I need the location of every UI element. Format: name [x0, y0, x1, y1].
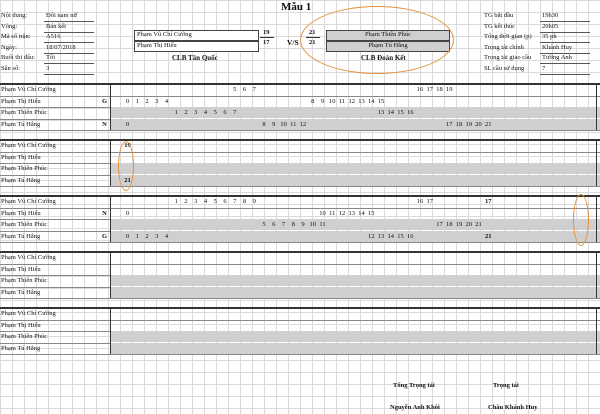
player-row-name: Phạm Thiên Phúc	[1, 221, 48, 228]
score-cell: 0	[125, 232, 130, 240]
info-left-value: Tối	[46, 54, 56, 61]
section-border	[0, 251, 600, 253]
serve-marker	[99, 196, 110, 207]
vs-label: V/S	[287, 38, 299, 47]
info-right-underline	[540, 63, 590, 64]
score-cell: 2	[145, 97, 149, 105]
score-cell: 11	[319, 221, 326, 228]
gray-row-band	[110, 287, 600, 298]
info-right-value: Khánh Huy	[542, 43, 573, 51]
score-cell: 13	[377, 232, 385, 240]
score-cell: 15	[397, 232, 404, 240]
winner-highlight-oval	[300, 6, 454, 74]
score-cell: 11	[338, 97, 346, 105]
score-cell: 5	[233, 86, 237, 93]
info-right-value: 7	[542, 64, 546, 72]
score-cell: 3	[194, 198, 198, 205]
score-cell: 21	[475, 221, 482, 228]
score-cell: 8	[291, 221, 295, 228]
score-cell: 12	[368, 232, 375, 240]
score-cell: 7	[233, 198, 237, 205]
serve-marker	[99, 287, 110, 298]
score-cell: 10	[319, 209, 326, 217]
serve-marker: N	[102, 209, 107, 217]
score-cell: 8	[311, 97, 315, 105]
score-cell: 3	[155, 97, 159, 105]
player-row-name: Phạm Thị Hiếu	[1, 321, 41, 329]
info-left-value: 18/07/2018	[46, 43, 76, 51]
serve-marker	[99, 308, 110, 319]
section-edge	[110, 83, 111, 130]
info-left-label: Ngày:	[1, 43, 17, 51]
player-row-name: Phạm Vũ Chí Cường	[1, 86, 56, 93]
player-row-name: Phạm Tú Hằng	[1, 344, 41, 352]
score-highlight-oval	[573, 194, 589, 246]
player-row-name: Phạm Thị Hiếu	[1, 97, 41, 105]
team-left-score-1: 19	[263, 29, 270, 36]
score-cell: 5	[262, 221, 266, 228]
info-right-label: Tổng thời gian (p)	[484, 33, 532, 40]
score-cell: 10	[329, 97, 336, 105]
gray-row-band	[110, 175, 600, 186]
player-row-name: Phạm Vũ Chí Cường	[1, 254, 56, 261]
serve-marker	[99, 163, 110, 174]
serve-marker: G	[101, 232, 108, 240]
score-cell: 0	[125, 97, 130, 105]
score-cell: 2	[145, 232, 149, 240]
serve-marker	[99, 152, 110, 163]
info-right-value: 35 ph	[542, 33, 557, 40]
info-left-label: Mã số trận:	[1, 33, 31, 40]
info-left-label: Vòng:	[1, 22, 18, 30]
team-right-score-2: 21	[309, 39, 316, 46]
team-right-club: CLB Đoàn Kết	[361, 54, 406, 62]
score-cell: 13	[358, 97, 365, 105]
score-cell: 14	[387, 109, 394, 116]
player-row-name: Phạm Tú Hằng	[1, 232, 41, 240]
team-left-club: CLB Tân Quốc	[172, 54, 218, 62]
info-right-value: 20h05	[542, 22, 559, 30]
score-cell: 7	[252, 86, 256, 93]
team-left-player-2-box	[134, 41, 259, 52]
score-cell: 5	[213, 198, 217, 205]
info-left-value: A516	[46, 33, 61, 40]
score-cell: 8	[242, 198, 247, 205]
row-divider	[0, 264, 600, 265]
player-row-name: Phạm Tú Hằng	[1, 288, 41, 296]
serve-marker	[99, 84, 110, 95]
info-left-underline	[44, 74, 94, 75]
gray-row-band	[110, 343, 600, 354]
score-cell: 9	[301, 221, 305, 228]
score-cell: 12	[299, 120, 307, 128]
info-right-label: TG kết thúc	[484, 22, 516, 30]
info-left-value: 3	[46, 64, 50, 72]
score-cell: 11	[329, 209, 336, 217]
score-cell: 19	[455, 221, 463, 228]
score-cell: 17	[446, 120, 453, 128]
score-cell: 4	[164, 232, 169, 240]
score-cell: 15	[397, 109, 404, 116]
score-cell: 16	[416, 86, 424, 93]
row-divider	[0, 130, 600, 131]
score-cell: 18	[446, 221, 453, 228]
section-edge	[596, 195, 597, 242]
score-cell: 12	[348, 97, 355, 105]
team-right-score-1: 21	[309, 29, 316, 36]
serve-marker	[99, 343, 110, 354]
serve-marker	[99, 219, 110, 230]
team-right-player-1: Phạm Thiên Phúc	[364, 31, 412, 38]
info-right-value: Tường Anh	[542, 54, 572, 61]
score-cell: 19	[446, 86, 453, 93]
score-highlight-oval	[118, 141, 134, 191]
score-cell: 6	[223, 109, 227, 116]
info-right-label: SL cầu sử dụng	[484, 64, 525, 72]
score-cell: 10	[280, 120, 287, 128]
info-left-label: Sân số:	[1, 64, 20, 72]
serve-marker	[99, 320, 110, 331]
score-cell: 7	[281, 221, 286, 228]
serve-marker	[99, 252, 110, 263]
serve-marker	[99, 264, 110, 275]
info-left-label: Nội dung:	[1, 12, 28, 19]
section-edge	[110, 195, 111, 242]
section-edge	[596, 139, 597, 186]
section-border	[0, 307, 600, 309]
referee-title: Trọng tài	[493, 382, 519, 389]
score-cell: 19	[465, 120, 472, 128]
serve-marker: G	[101, 97, 108, 105]
section-edge	[596, 251, 597, 298]
player-row-name: Phạm Thị Hiếu	[1, 209, 41, 217]
score-cell: 20	[475, 120, 482, 128]
player-row-name: Phạm Tú Hằng	[1, 176, 41, 184]
score-cell: 17	[426, 198, 433, 205]
score-cell: 21	[485, 120, 492, 128]
chief-referee-title: Tổng Trọng tài	[393, 382, 435, 389]
serve-marker	[99, 331, 110, 342]
player-row-name: Phạm Thiên Phúc	[1, 165, 48, 172]
score-cell: 3	[155, 232, 159, 240]
serve-marker: N	[102, 120, 107, 128]
row-divider	[0, 242, 600, 243]
section-edge	[110, 307, 111, 354]
score-cell: 12	[338, 209, 346, 217]
referee-name: Châu Khánh Huy	[488, 404, 538, 411]
score-cell: 6	[272, 221, 276, 228]
info-left-underline	[44, 63, 94, 64]
score-cell: 9	[320, 97, 325, 105]
team-right-player-2: Phạm Tú Hằng	[368, 42, 408, 49]
score-cell: 6	[242, 86, 247, 93]
row-divider	[0, 186, 600, 187]
gray-row-band	[110, 119, 600, 130]
gray-row-band	[110, 275, 600, 286]
section-edge	[596, 307, 597, 354]
score-cell: 0	[125, 209, 130, 217]
team-left-player-1-box	[134, 30, 259, 41]
score-cell: 16	[407, 109, 414, 116]
serve-marker	[99, 140, 110, 151]
row-divider	[0, 354, 600, 355]
score-cell: 9	[272, 120, 276, 128]
section-edge	[596, 83, 597, 130]
score-cell: 14	[387, 232, 394, 240]
score-cell: 5	[213, 109, 217, 116]
score-cell: 1	[174, 109, 178, 116]
player-row-name: Phạm Thiên Phúc	[1, 109, 48, 116]
score-cell: 17	[426, 86, 433, 93]
player-row-name: Phạm Thiên Phúc	[1, 333, 48, 340]
serve-marker	[99, 175, 110, 186]
score-cell: 2	[184, 198, 188, 205]
score-cell: 4	[203, 198, 208, 205]
gray-row-band	[110, 231, 600, 242]
player-row-name: Phạm Vũ Chí Cường	[1, 198, 56, 205]
score-cell: 17	[436, 221, 443, 228]
score-cell: 16	[407, 232, 414, 240]
info-left-label: Buổi thi đấu:	[1, 54, 35, 61]
section-border	[0, 139, 600, 141]
player-row-name: Phạm Vũ Chí Cường	[1, 142, 56, 149]
row-divider	[0, 320, 600, 321]
score-cell: 21	[485, 232, 492, 240]
serve-marker	[99, 275, 110, 286]
gray-row-band	[110, 331, 600, 342]
section-edge	[110, 251, 111, 298]
player-row-name: Phạm Thị Hiếu	[1, 265, 41, 273]
score-cell: 13	[377, 109, 385, 116]
score-cell: 7	[233, 109, 237, 116]
row-divider	[0, 298, 600, 299]
section-edge	[110, 139, 111, 186]
score-cell: 1	[135, 97, 139, 105]
page-title: Mẫu 1	[281, 1, 312, 13]
row-divider	[0, 208, 600, 209]
team-left-score-divider	[260, 37, 274, 38]
info-right-label: Trọng tài chính	[484, 43, 524, 51]
gray-row-band	[110, 219, 600, 230]
serve-marker	[99, 107, 110, 118]
score-cell: 17	[485, 198, 492, 205]
score-cell: 4	[164, 97, 169, 105]
chief-referee-name: Nguyễn Anh Khôi	[390, 404, 440, 411]
score-cell: 0	[125, 120, 130, 128]
score-cell: 10	[309, 221, 316, 228]
score-cell: 4	[203, 109, 208, 116]
score-cell: 8	[262, 120, 266, 128]
score-cell: 18	[436, 86, 443, 93]
score-cell: 9	[252, 198, 256, 205]
score-cell: 3	[194, 109, 198, 116]
section-border	[0, 83, 600, 85]
player-row-name: Phạm Thiên Phúc	[1, 277, 48, 284]
score-cell: 11	[290, 120, 297, 128]
info-left-value: Bán kết	[46, 22, 67, 30]
score-cell: 21	[124, 176, 131, 184]
gray-row-band	[110, 163, 600, 174]
team-left-player-1: Phạm Vũ Chí Cường	[137, 31, 192, 38]
info-left-value: Đôi nam nữ	[46, 12, 77, 19]
player-row-name: Phạm Thị Hiếu	[1, 153, 41, 161]
score-cell: 2	[184, 109, 188, 116]
score-cell: 18	[455, 120, 463, 128]
score-cell: 13	[348, 209, 355, 217]
player-row-name: Phạm Vũ Chí Cường	[1, 310, 56, 317]
score-cell: 20	[465, 221, 472, 228]
score-cell: 19	[124, 142, 131, 149]
score-cell: 16	[416, 198, 424, 205]
info-right-label: TG bắt đầu	[484, 12, 514, 19]
team-left-score-2: 17	[263, 39, 270, 46]
info-right-label: Trọng tài giao cầu	[484, 54, 532, 61]
info-right-value: 19h30	[542, 12, 559, 19]
team-left-player-2: Phạm Thị Hiếu	[137, 42, 177, 49]
score-cell: 15	[368, 209, 375, 217]
score-cell: 1	[174, 198, 178, 205]
section-border	[0, 195, 600, 197]
row-divider	[0, 152, 600, 153]
score-cell: 14	[368, 97, 375, 105]
info-right-underline	[540, 74, 590, 75]
score-cell: 14	[358, 209, 365, 217]
score-cell: 6	[223, 198, 227, 205]
player-row-name: Phạm Tú Hằng	[1, 120, 41, 128]
row-divider	[0, 96, 600, 97]
score-cell: 15	[377, 97, 385, 105]
score-cell: 1	[135, 232, 139, 240]
